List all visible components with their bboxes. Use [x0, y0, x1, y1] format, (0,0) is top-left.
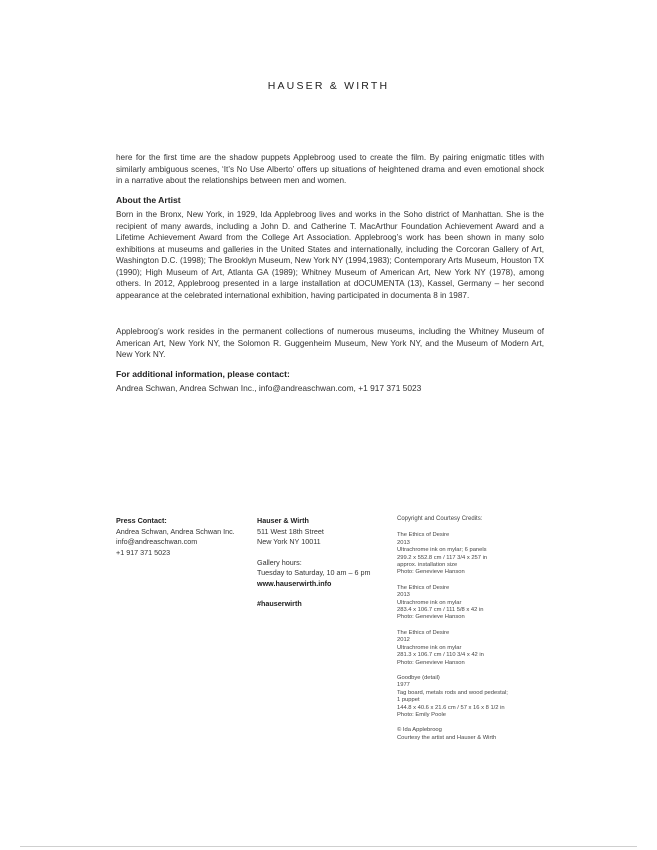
credit-photo: Photo: Genevieve Hanson	[397, 659, 465, 666]
contact-details: Andrea Schwan, Andrea Schwan Inc., info@andreaschwan.com, +1 917 371 5023	[116, 383, 422, 393]
press-contact-phone: +1 917 371 5023	[116, 547, 171, 557]
credits-block	[397, 516, 537, 750]
credit-year: 2012	[397, 637, 410, 644]
credit-item	[397, 585, 537, 622]
press-contact-heading: Press Contact:	[116, 516, 167, 525]
credit-copyright	[397, 727, 537, 742]
gallery-address-city: New York NY 10011	[257, 537, 321, 546]
credit-dimensions: 299.2 x 552.8 cm / 117 3/4 x 257 in	[397, 554, 488, 561]
gallery-website: www.hauserwirth.info	[257, 578, 332, 588]
about-paragraph-collections: Applebroog’s work resides in the permanent collections of numerous museums, including the Whitney Museum of American Art, New York NY, the Solomon R. Guggenheim Museum, New York NY, and the Museum of Modern Art, New York NY.	[116, 327, 544, 359]
press-contact-block	[116, 516, 246, 558]
credits-heading: Copyright and Courtesy Credits:	[397, 516, 483, 522]
gallery-address-street: 511 West 18th Street	[257, 526, 324, 536]
credit-dimensions: 283.4 x 106.7 cm / 111 5/8 x 42 in	[397, 607, 484, 614]
credit-year: 2013	[397, 539, 410, 546]
press-contact-email: info@andreaschwan.com	[116, 537, 198, 546]
credit-note: approx. installation size	[397, 562, 458, 569]
gallery-info-block	[257, 516, 382, 610]
press-contact-name: Andrea Schwan, Andrea Schwan Inc.	[116, 526, 235, 536]
credit-item	[397, 630, 537, 667]
credit-title: The Ethics of Desire	[397, 629, 450, 636]
gallery-hashtag: #hauserwirth	[257, 599, 302, 608]
copyright-line: © Ida Applebroog	[397, 727, 442, 734]
credit-title: The Ethics of Desire	[397, 584, 450, 591]
credit-item	[397, 532, 537, 576]
credit-title: The Ethics of Desire	[397, 532, 450, 539]
credit-dimensions: 144.8 x 40.6 x 21.6 cm / 57 x 16 x 8 1/2 in	[397, 704, 505, 711]
credit-medium: Tag board, metals rods and wood pedestal;	[397, 689, 508, 696]
gallery-logo: HAUSER & WIRTH	[267, 80, 390, 92]
credit-photo: Photo: Genevieve Hanson	[397, 614, 465, 621]
credit-dimensions: 281.3 x 106.7 cm / 110 3/4 x 42 in	[397, 652, 484, 659]
courtesy-line: Courtesy the artist and Hauser & Wirth	[397, 734, 497, 741]
intro-paragraph: here for the first time are the shadow puppets Applebroog used to create the film. By pairing enigmatic titles with similarly ambiguous scenes, ‘It’s No Use Alberto’ offers up situations of heightened drama and even emotional shock in a narrative about the relationships between men and women.	[116, 153, 544, 185]
credit-quantity: 1 puppet	[397, 697, 420, 704]
about-paragraph-bio: Born in the Bronx, New York, in 1929, Ida Applebroog lives and works in the Soho district of Manhattan. She is the recipient of many awards, including a John D. and Catherine T. MacArthur Foundation Achievement Award and a Lifetime Achievement Award from the College Art Association. Applebroog’s work has been shown in many solo exhibitions at museums and galleries in the United States and internationally, including the Corcoran Gallery of Art, Washington D.C. (1998); The Brooklyn Museum, New York NY (1994,1983); Contemporary Arts Museum, Houston TX (1990); High Museum of Art, Atlanta GA (1989); Whitney Museum of American Art, New York NY (1978), among others. In 2012, Applebroog presented in a large installation at dOCUMENTA (13), Kassel, Germany – her second appearance at the celebrated international exhibition, having participated in documenta 8 in 1987.	[116, 210, 544, 300]
about-heading: About the Artist	[116, 195, 181, 205]
credit-medium: Ultrachrome ink on mylar	[397, 599, 462, 606]
gallery-hours: Tuesday to Saturday, 10 am – 6 pm	[257, 568, 371, 577]
gallery-hours-label: Gallery hours:	[257, 557, 302, 567]
credit-item	[397, 675, 537, 719]
credit-photo: Photo: Emily Poole	[397, 711, 446, 718]
gallery-name: Hauser & Wirth	[257, 516, 309, 525]
credit-title: Goodbye (detail)	[397, 674, 440, 681]
credit-year: 1977	[397, 682, 410, 689]
credit-year: 2013	[397, 592, 410, 599]
credit-photo: Photo: Genevieve Hanson	[397, 569, 465, 576]
credit-medium: Ultrachrome ink on mylar	[397, 644, 462, 651]
page-bottom-rule	[20, 846, 637, 847]
contact-heading: For additional information, please contact:	[116, 369, 290, 379]
credit-medium: Ultrachrome ink on mylar; 6 panels	[397, 547, 487, 554]
